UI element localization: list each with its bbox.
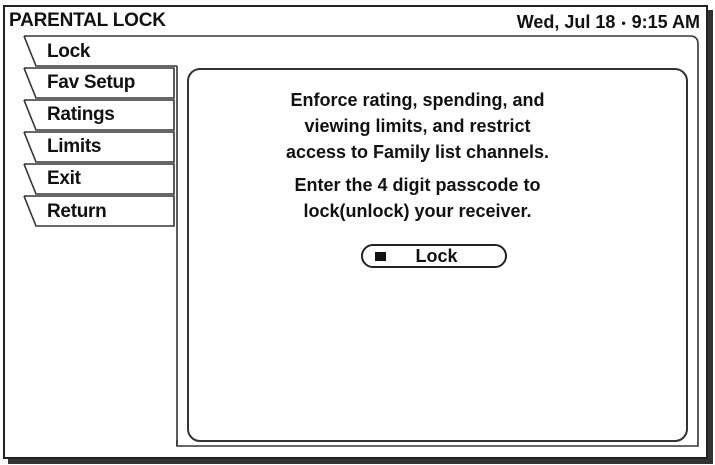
tab-ratings[interactable]: Ratings xyxy=(47,104,115,125)
instruction-line: Enter the 4 digit passcode to xyxy=(294,175,541,195)
time-text: 9:15 AM xyxy=(631,12,700,32)
lock-button-label: Lock xyxy=(415,245,458,266)
description-line: viewing limits, and restrict xyxy=(304,116,531,136)
tab-return[interactable]: Return xyxy=(47,201,107,222)
page-title: PARENTAL LOCK xyxy=(9,10,166,31)
description-text xyxy=(180,87,655,165)
selection-indicator-icon xyxy=(375,252,386,261)
tab-lock[interactable]: Lock xyxy=(47,41,91,62)
description-line: access to Family list channels. xyxy=(285,142,550,162)
separator-bullet: • xyxy=(621,15,626,30)
description-line: Enforce rating, spending, and xyxy=(290,90,545,110)
instruction-text xyxy=(180,172,655,224)
tab-limits[interactable]: Limits xyxy=(47,136,102,157)
tab-fav-setup[interactable]: Fav Setup xyxy=(47,72,136,93)
tab-exit[interactable]: Exit xyxy=(47,168,81,189)
instruction-line: lock(unlock) your receiver. xyxy=(303,201,532,221)
date-text: Wed, Jul 18 xyxy=(516,12,616,32)
lock-button[interactable] xyxy=(361,244,507,268)
